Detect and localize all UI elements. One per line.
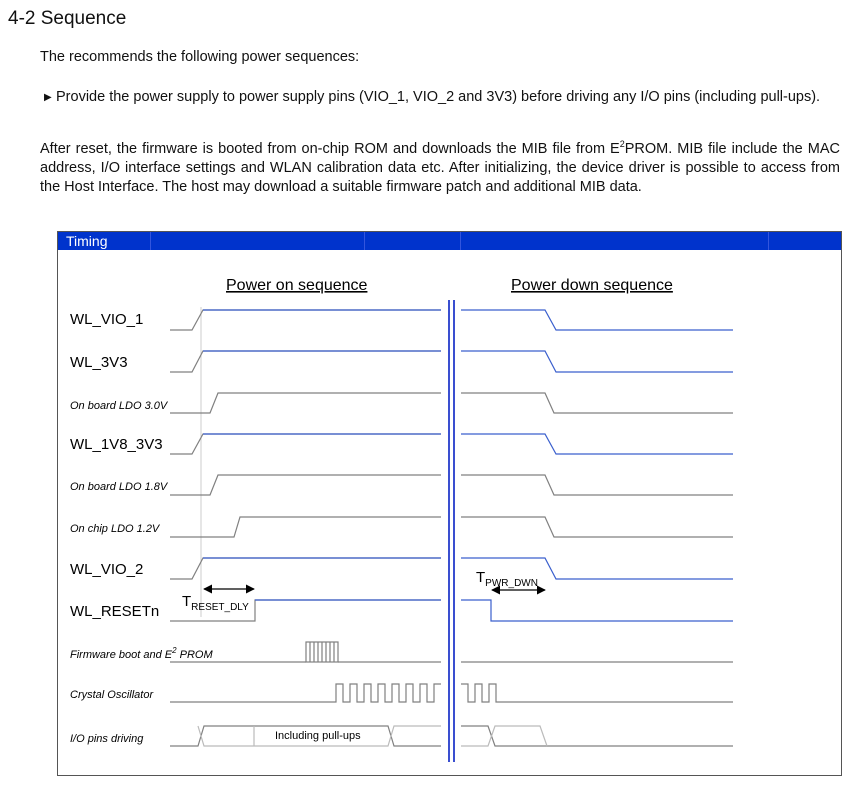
waveform-wl-vio-2-down	[461, 558, 733, 579]
waveform-wl-vio-2-on	[170, 558, 441, 579]
waveform-wl-1v8-3v3-down	[461, 434, 733, 454]
waveform-io-down-alt	[461, 726, 547, 746]
section-heading: 4-2 Sequence	[8, 8, 127, 29]
signal-label-wl-3v3: WL_3V3	[70, 354, 128, 371]
timing-figure	[57, 231, 842, 776]
timing-diagram	[58, 232, 841, 775]
waveform-wl-vio-1-on	[170, 310, 441, 330]
signal-label-wl-vio-2: WL_VIO_2	[70, 561, 144, 578]
power-down-header: Power down sequence	[511, 277, 673, 294]
figure-title: Timing	[66, 233, 108, 249]
waveform-wl-reset-down	[461, 600, 733, 621]
t-pwr-label: $T_{PWR\_DWN}$	[476, 569, 538, 589]
signal-label-io-pins: I/O pins driving	[70, 733, 144, 745]
waveform-ldo-3v0-on	[170, 393, 441, 413]
waveform-crystal-on	[170, 684, 441, 702]
signal-label-ldo-3v0: On board LDO 3.0V	[70, 400, 168, 412]
signal-label-crystal: Crystal Oscillator	[70, 689, 154, 701]
bullet-text: Provide the power supply to power supply pins (VIO_1, VIO_2 and 3V3) before driving any I/O pins (including pull-ups).	[56, 89, 821, 105]
paragraph-part2: PROM. MIB file include the MAC address, I/O interface settings and WLAN calibration data etc. After initializing, the device driver is possible to access from the Host Interface. The host may download a suitable firmware patch and additional MIB data.	[40, 141, 840, 195]
waveform-wl-1v8-3v3-on	[170, 434, 441, 454]
waveform-wl-vio-1-down	[461, 310, 733, 330]
signal-label-wl-vio-1: WL_VIO_1	[70, 311, 144, 328]
waveform-ldo-1v2-on	[170, 517, 441, 537]
bullet-item	[44, 88, 840, 107]
waveform-wl-3v3-on	[170, 351, 441, 372]
signal-label-wl-reset: WL_RESETn	[70, 603, 160, 620]
intro-text: The recommends the following power sequences:	[40, 49, 360, 65]
waveform-ldo-3v0-down	[461, 393, 733, 413]
signal-label-ldo-1v2: On chip LDO 1.2V	[70, 523, 160, 535]
bullet-icon: ▶	[44, 92, 52, 103]
signal-label-wl-1v8-3v3: WL_1V8_3V3	[70, 436, 163, 453]
waveform-ldo-1v8-down	[461, 475, 733, 495]
waveform-wl-3v3-down	[461, 351, 733, 372]
including-pullups-label: Including pull-ups	[275, 730, 361, 742]
paragraph-part1: After reset, the firmware is booted from on-chip ROM and downloads the MIB file from E	[40, 141, 620, 157]
power-on-header: Power on sequence	[226, 277, 368, 294]
t-reset-label: $T_{RESET\_DLY}$	[182, 593, 249, 613]
paragraph-superscript: 2	[619, 139, 625, 149]
waveform-ldo-1v2-down	[461, 517, 733, 537]
description-paragraph	[40, 140, 840, 197]
waveform-ldo-1v8-on	[170, 475, 441, 495]
waveform-io-down	[461, 726, 733, 746]
fw-boot-activity-ticks	[310, 642, 334, 662]
waveform-crystal-down	[461, 684, 733, 702]
signal-label-fw-boot: Firmware boot and $E^2$ PROM	[70, 646, 213, 661]
signal-label-ldo-1v8: On board LDO 1.8V	[70, 481, 168, 493]
